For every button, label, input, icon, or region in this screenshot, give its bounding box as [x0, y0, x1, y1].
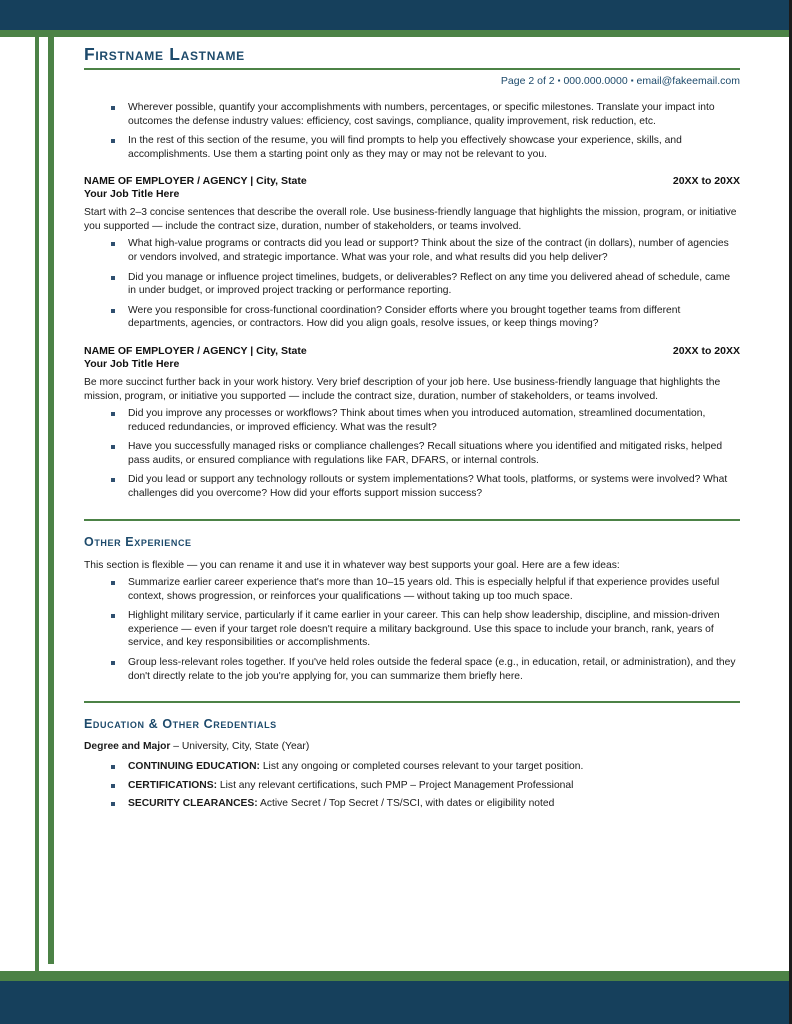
list-item: Wherever possible, quantify your accomplishments with numbers, percentages, or specific milestones. Translate your impact into outcomes the defense industry values: efficiency, cost savings, compliance, quality improvement, risk reduction, etc. [84, 101, 740, 128]
credential-text: Active Secret / Top Secret / TS/SCI, with dates or eligibility noted [257, 798, 555, 810]
contact-separator-1: ▪ [557, 76, 561, 85]
list-item: Did you manage or influence project timelines, budgets, or deliverables? Reflect on any time you delivered ahead of schedule, came in under budget, or improved project tracking or performance reporting. [84, 271, 740, 298]
job-summary: Be more succinct further back in your work history. Very brief description of your job here. Use business-friendly language that highlights the mission, program, or initiative you supported — include the contract size, duration, number of stakeholders, or teams involved. [84, 376, 721, 402]
section-divider [84, 519, 740, 521]
credential-label: CONTINUING EDUCATION: [128, 761, 260, 773]
employment-dates: 20XX to 20XX [672, 175, 740, 188]
name-underline [84, 68, 740, 70]
credential-text: List any relevant certifications, such PMP – Project Management Professional [217, 779, 574, 791]
job-header-row [84, 345, 740, 357]
degree-major: Degree and Major [84, 741, 171, 753]
job-bullet-list [84, 407, 740, 500]
employment-dates: 20XX to 20XX [672, 344, 740, 357]
contact-separator-2: ▪ [630, 76, 634, 85]
phone-number: 000.000.0000 [563, 75, 628, 87]
list-item: In the rest of this section of the resume, you will find prompts to help you effectively showcase your experience, skills, and accomplishments. Use them a starting point only as they may or may not be relevant to you. [84, 134, 740, 161]
credential-text: List any ongoing or completed courses relevant to your target position. [259, 761, 584, 773]
section-intro-text: This section is flexible — you can rename it and use it in whatever way best supports your goal. Here are a few ideas: [84, 559, 620, 571]
list-item: Highlight military service, particularly if it came earlier in your career. This can help show leadership, discipline, and mission-driven experience — even if your target role doesn't require a military background. Use this space to include your branch, rank, years of service, and key responsibilities or accomplishments. [84, 609, 740, 650]
job-bullet-list [84, 237, 740, 330]
list-item: What high-value programs or contracts did you lead or support? Think about the size of the contract (in dollars), number of agencies or vendors involved, and strategic importance. What was your role, and what results did you help deliver? [84, 237, 740, 264]
job-title: Your Job Title Here [84, 357, 180, 370]
section-education [84, 701, 740, 811]
email-address: email@fakeemail.com [636, 75, 740, 87]
candidate-name: Firstname Lastname [84, 44, 245, 64]
employer-name: NAME OF EMPLOYER / AGENCY | City, State [84, 175, 307, 188]
other-experience-bullet-list [84, 576, 740, 683]
bottom-navy-bar [0, 981, 792, 1024]
contact-line [84, 75, 740, 97]
job-entry [84, 345, 740, 501]
left-rail-thin [35, 37, 39, 971]
section-other-experience [84, 519, 740, 684]
credential-label: CERTIFICATIONS: [128, 779, 218, 791]
list-item: Group less-relevant roles together. If you've held roles outside the federal space (e.g., in education, retail, or administration), and they don't directly relate to the job you're applying for, you can summarize them briefly here. [84, 656, 740, 683]
resume-header [84, 44, 740, 97]
list-item: Did you lead or support any technology rollouts or system implementations? What tools, platforms, or systems were involved? What challenges did you overcome? How did your efforts support mission success? [84, 473, 740, 500]
employer-name: NAME OF EMPLOYER / AGENCY | City, State [84, 344, 307, 357]
list-item: Have you successfully managed risks or compliance challenges? Recall situations where you identified and mitigated risks, helped pass audits, or ensured compliance with regulations like FAR, DFARS, or internal controls. [84, 440, 740, 467]
degree-details: – University, City, State (Year) [170, 741, 310, 753]
list-item: Were you responsible for cross-functional coordination? Consider efforts where you brought together teams from different departments, agencies, or contractors. How did you align goals, resolve issues, or keep things moving? [84, 304, 740, 331]
job-title: Your Job Title Here [84, 188, 180, 201]
section-divider [84, 701, 740, 703]
list-item: Summarize earlier career experience that's more than 10–15 years old. This is especially helpful if that experience provides useful context, shows progression, or reinforces your qualifications — without taking up too much space. [84, 576, 740, 603]
job-entry [84, 175, 740, 331]
page-number-label: Page 2 of 2 [500, 75, 555, 87]
top-navy-bar [0, 0, 792, 30]
list-item [84, 797, 740, 811]
section-heading: Education & Other Credentials [84, 717, 277, 732]
bottom-green-bar [0, 971, 792, 981]
list-item [84, 779, 740, 793]
section-heading: Other Experience [84, 534, 192, 549]
list-item: Did you improve any processes or workflows? Think about times when you introduced automation, streamlined documentation, reduced redundancies, or improved efficiency. What was the result? [84, 407, 740, 434]
job-header-row [84, 175, 740, 187]
credential-label: SECURITY CLEARANCES: [128, 798, 258, 810]
intro-bullet-list [84, 101, 740, 161]
list-item [84, 760, 740, 774]
degree-line [84, 741, 740, 752]
top-green-bar [0, 30, 792, 37]
credentials-list [84, 760, 740, 811]
resume-content [84, 44, 740, 964]
left-rail-thick [48, 37, 54, 964]
job-summary: Start with 2–3 concise sentences that describe the overall role. Use business-friendly language that highlights the mission, program, or initiative you supported — include the contract size, duration, number of stakeholders, or teams involved. [84, 207, 737, 232]
